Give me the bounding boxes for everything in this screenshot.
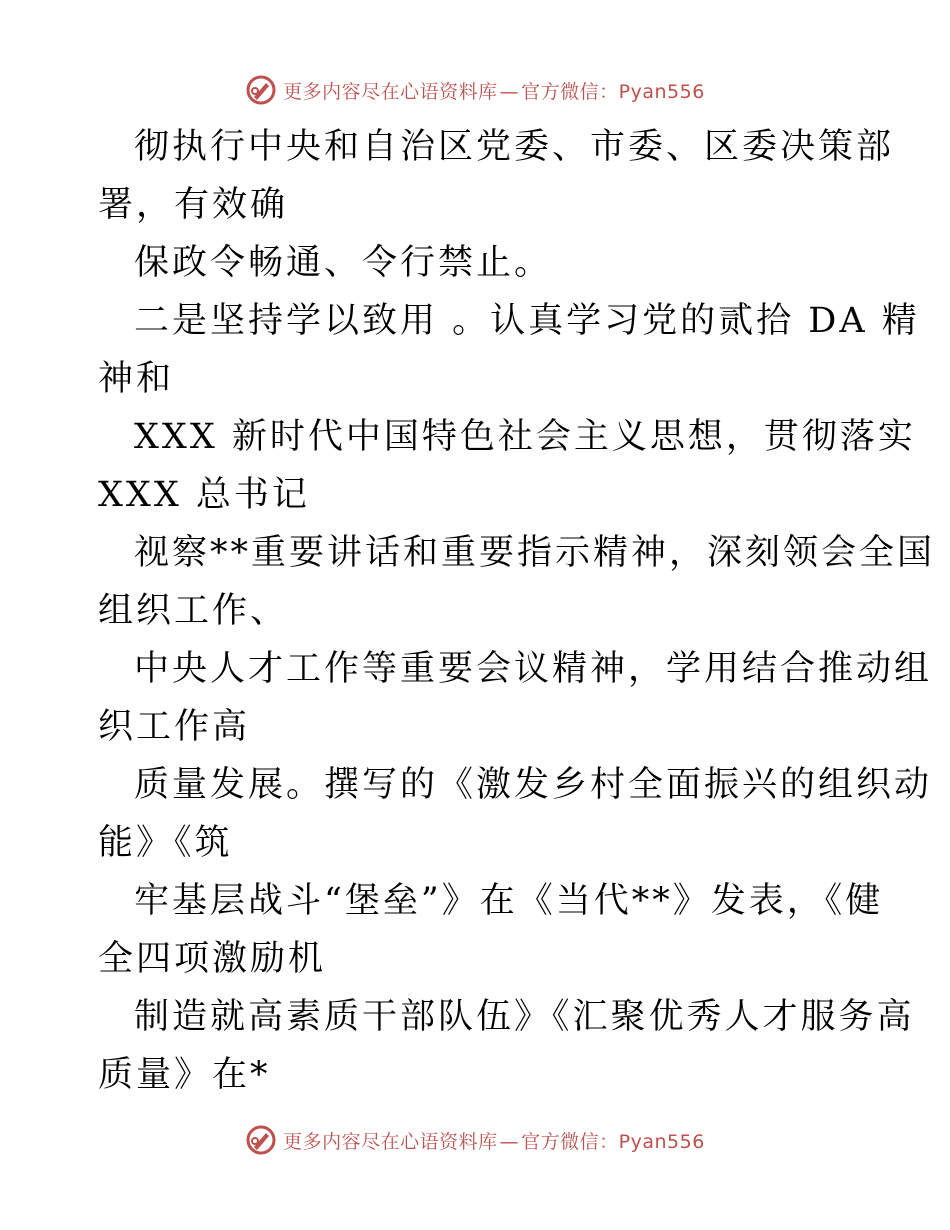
- text-line: XXX 新时代中国特色社会主义思想，贯彻落实: [134, 417, 916, 457]
- text-line: 牢基层战斗“堡垒”》在《当代**》发表，《健: [134, 881, 884, 921]
- footer-text: [283, 1127, 705, 1154]
- text-line: XXX 总书记: [98, 475, 310, 515]
- pen-logo-icon: [245, 74, 277, 106]
- text-line: 彻执行中央和自治区党委、市委、区委决策部: [134, 127, 895, 167]
- text-line: 神和: [98, 359, 175, 399]
- header-wechat: 官方微信：Pyan556: [521, 80, 705, 103]
- header-site: 更多内容尽在心语资料库: [283, 80, 498, 103]
- footer-wechat: 官方微信：Pyan556: [521, 1130, 705, 1153]
- footer-banner: [0, 1120, 950, 1160]
- text-line: 署，有效确: [98, 185, 289, 225]
- pen-logo-icon: [245, 1124, 277, 1156]
- text-line: 织工作高: [98, 707, 251, 747]
- text-line: 全四项激励机: [98, 939, 327, 979]
- header-text: [283, 77, 705, 104]
- text-line: 保政令畅通、令行禁止。: [134, 243, 553, 283]
- text-line: 质量》在*: [98, 1055, 271, 1095]
- text-line: 制造就高素质干部队伍》《汇聚优秀人才服务高: [134, 997, 915, 1037]
- text-line: 二是坚持学以致用 。认真学习党的贰拾 DA 精: [134, 301, 920, 341]
- footer-dash: —: [499, 1130, 520, 1153]
- text-line: 组织工作、: [98, 591, 289, 631]
- document-body: [98, 118, 936, 1104]
- footer-site: 更多内容尽在心语资料库: [283, 1130, 498, 1153]
- text-line: 能》《筑: [98, 823, 233, 863]
- text-line: 视察**重要讲话和重要指示精神，深刻领会全国: [134, 533, 936, 573]
- header-dash: —: [499, 80, 520, 103]
- header-banner: [0, 70, 950, 110]
- text-line: 中央人才工作等重要会议精神，学用结合推动组: [134, 649, 933, 689]
- text-line: 质量发展。撰写的《激发乡村全面振兴的组织动: [134, 765, 933, 805]
